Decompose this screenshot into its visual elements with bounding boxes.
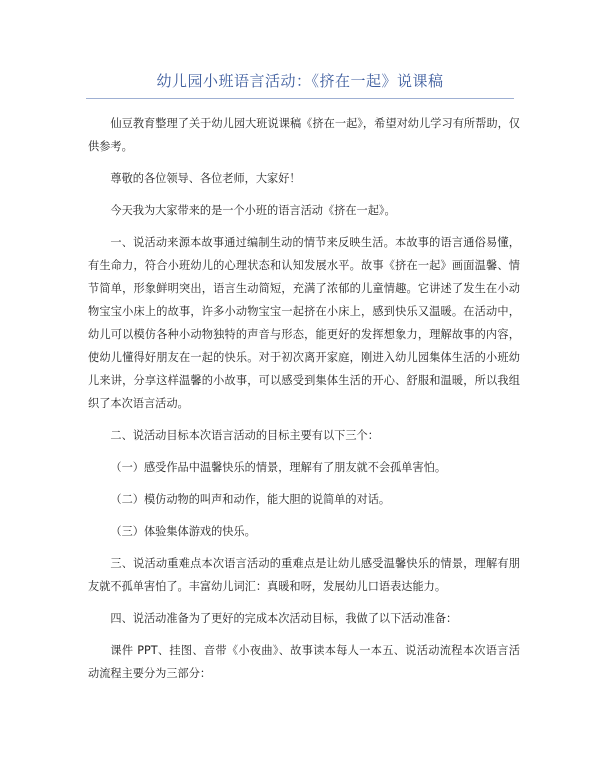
goal-item-3: （三）体验集体游戏的快乐。 [110,525,256,538]
title-divider [86,98,514,99]
materials-paragraph: 课件 PPT、挂图、音带《小夜曲》、故事读本每人一本五、说活动流程本次语言活动流程主要分为三部分： [88,644,520,680]
section-key-points-paragraph: 三、说活动重难点本次语言活动的重难点是让幼儿感受温馨快乐的情景，理解有朋友就不孤单害怕了。丰富幼儿词汇：真暖和呀，发展幼儿口语表达能力。 [88,557,520,593]
greeting-paragraph: 尊敬的各位领导、各位老师，大家好！ [110,172,301,185]
intro-paragraph: 仙豆教育整理了关于幼儿园大班说课稿《挤在一起》，希望对幼儿学习有所帮助，仅供参考。 [88,117,520,153]
section-source-paragraph: 一、说活动来源本故事通过编制生动的情节来反映生活。本故事的语言通俗易懂，有生命力，符合小班幼儿的心理状态和认知发展水平。故事《挤在一起》画面温馨、情节简单，形象鲜明突出，语言生动简短，充满了浓郁的儿童情趣。它讲述了发生在小动物宝宝小床上的故事，许多小动物宝宝一起挤在小床上，感到快乐又温暖。在活动中，幼儿可以模仿各种小动物独特的声音与形态，能更好的发挥想象力，理解故事的内容，使幼儿懂得好朋友在一起的快乐。对于初次离开家庭，刚进入幼儿园集体生活的小班幼儿来讲，分享这样温馨的小故事，可以感受到集体生活的开心、舒服和温暖，所以我组织了本次语言活动。 [88,236,520,410]
document-title: 幼儿园小班语言活动：《挤在一起》说课稿 [156,72,444,90]
section-goals-paragraph: 二、说活动目标本次语言活动的目标主要有以下三个： [110,429,379,442]
topic-paragraph: 今天我为大家带来的是一个小班的语言活动《挤在一起》。 [110,204,396,217]
section-preparation-paragraph: 四、说活动准备为了更好的完成本次活动目标，我做了以下活动准备： [110,612,458,625]
goal-item-2: （二）模仿动物的叫声和动作，能大胆的说简单的对话。 [110,493,391,506]
document-body [88,112,520,694]
goal-item-1: （一）感受作品中温馨快乐的情景，理解有了朋友就不会孤单害怕。 [110,461,447,474]
